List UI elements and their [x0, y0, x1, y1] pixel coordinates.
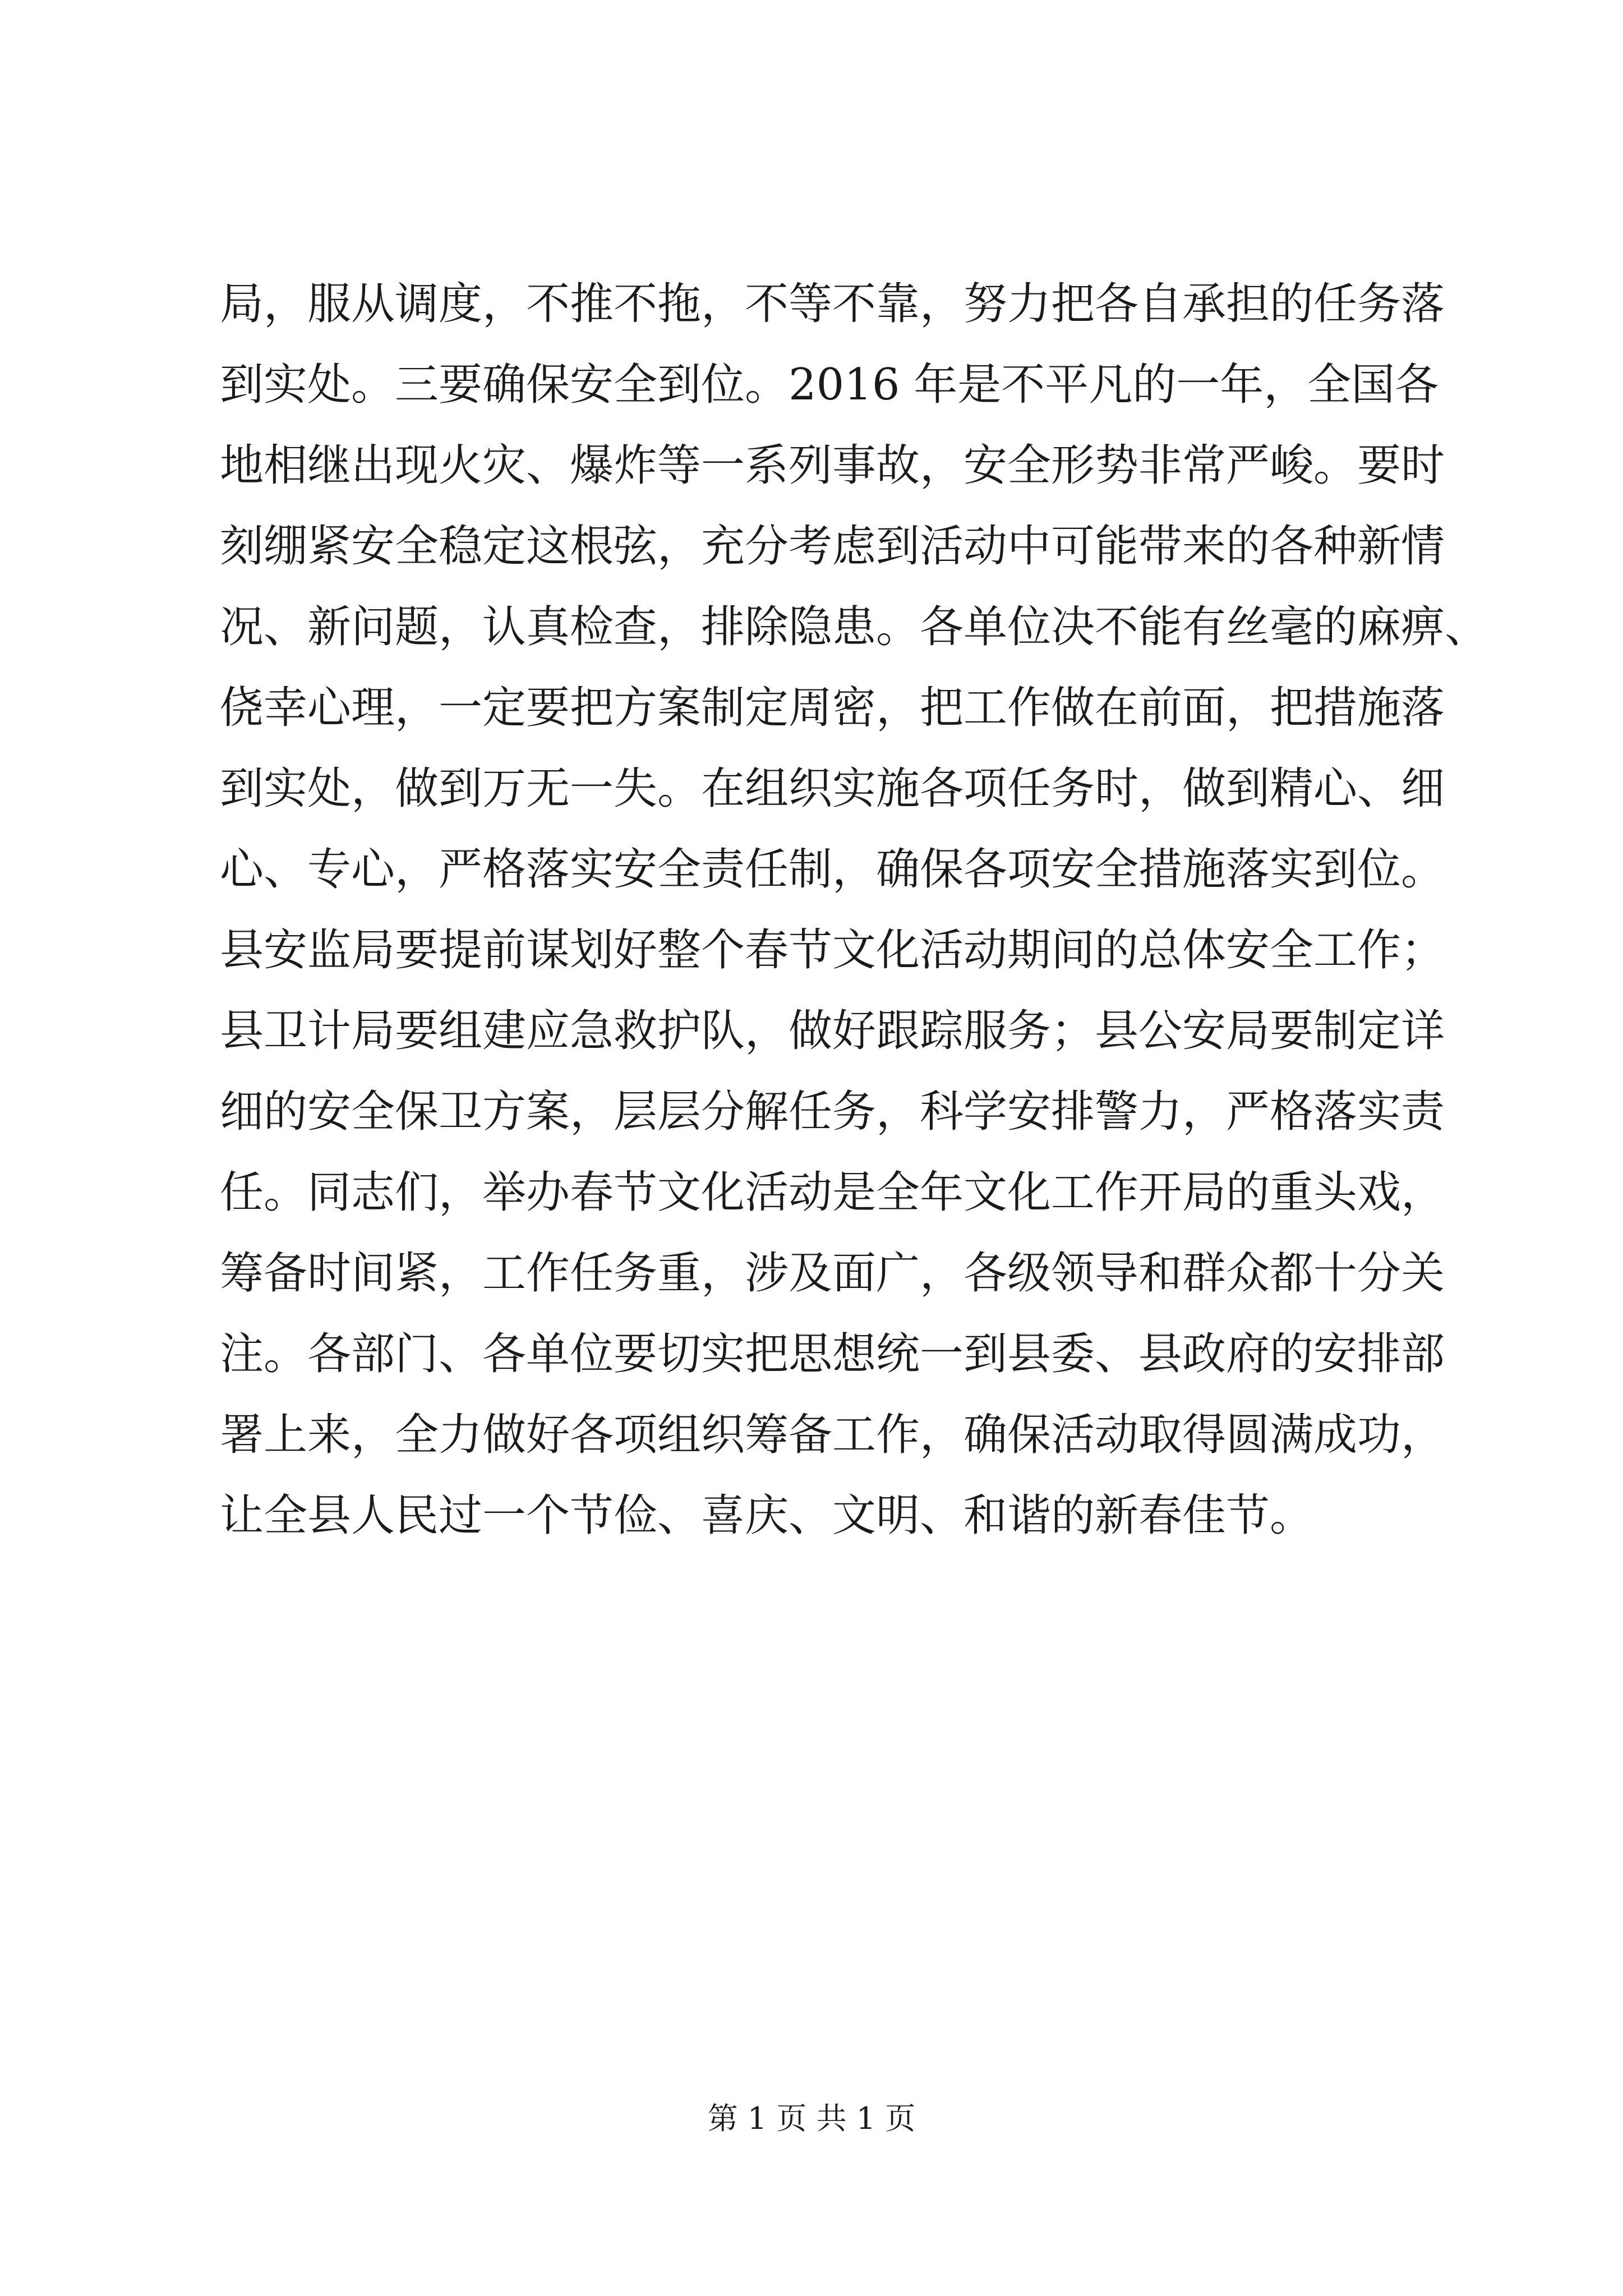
text-line: 让全县人民过一个节俭、喜庆、文明、和谐的新春佳节。 — [220, 1490, 1314, 1541]
text-line: 署上来，全力做好各项组织筹备工作，确保活动取得圆满成功， — [220, 1410, 1445, 1460]
text-line: 筹备时间紧，工作任务重，涉及面广，各级领导和群众都十分关 — [220, 1248, 1445, 1299]
page-number-footer: 第 1 页 共 1 页 — [707, 2101, 916, 2136]
text-line: 到实处，做到万无一失。在组织实施各项任务时，做到精心、细 — [220, 763, 1445, 814]
text-line: 况、新问题，认真检查，排除隐患。各单位决不能有丝毫的麻痹、 — [220, 602, 1489, 652]
text-line: 县卫计局要组建应急救护队，做好跟踪服务；县公安局要制定详 — [220, 1006, 1445, 1056]
text-line: 注。各部门、各单位要切实把思想统一到县委、县政府的安排部 — [220, 1329, 1445, 1379]
text-line: 侥幸心理，一定要把方案制定周密，把工作做在前面，把措施落 — [220, 683, 1445, 733]
text-line: 县安监局要提前谋划好整个春节文化活动期间的总体安全工作； — [220, 925, 1445, 976]
text-line: 局，服从调度，不推不拖，不等不靠，努力把各自承担的任务落 — [220, 279, 1445, 329]
text-line: 细的安全保卫方案，层层分解任务，科学安排警力，严格落实责 — [220, 1087, 1445, 1137]
text-line: 心、专心，严格落实安全责任制，确保各项安全措施落实到位。 — [220, 844, 1445, 895]
text-line: 地相继出现火灾、爆炸等一系列事故，安全形势非常严峻。要时 — [220, 440, 1445, 491]
text-line: 刻绷紧安全稳定这根弦，充分考虑到活动中可能带来的各种新情 — [220, 521, 1445, 572]
text-line: 到实处。三要确保安全到位。2016 年是不平凡的一年，全国各 — [220, 360, 1439, 410]
body-text — [220, 264, 1489, 1556]
text-line: 任。同志们，举办春节文化活动是全年文化工作开局的重头戏， — [220, 1167, 1445, 1218]
